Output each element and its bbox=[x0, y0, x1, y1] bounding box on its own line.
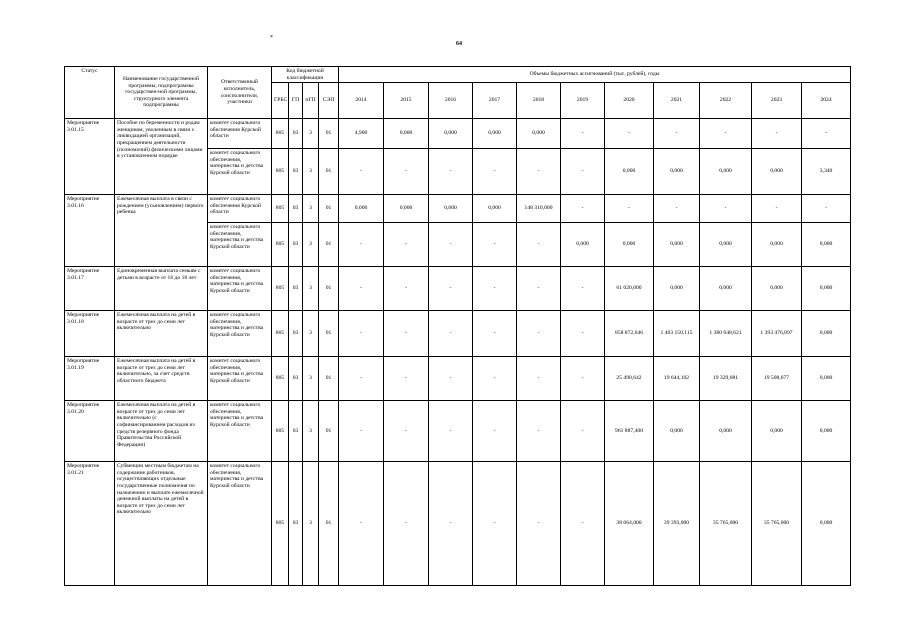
value-cell: - bbox=[561, 267, 605, 311]
year-header-6: 2020 bbox=[605, 83, 654, 119]
volumes-header: Объемы бюджетных ассигнований (тыс. рублей), годы bbox=[339, 67, 851, 83]
name-header: Наименование государственной программы, подпрограммы государствен-ной программы, структурного элемента подпрограммы bbox=[115, 67, 208, 119]
code-cell: 01 bbox=[319, 357, 339, 401]
responsible-cell: комитет социального обеспечения, материнства и детства Курской области bbox=[208, 462, 272, 586]
code-cell: 805 bbox=[272, 267, 289, 311]
value-cell: 61 020,000 bbox=[605, 267, 654, 311]
code-cell: 3 bbox=[303, 267, 319, 311]
value-cell: - bbox=[561, 357, 605, 401]
status-cell: Мероприятие 3.01.15 bbox=[65, 119, 115, 195]
responsible-cell: комитет социального обеспечения, материнства и детства Курской области bbox=[208, 401, 272, 462]
value-cell: 0,000 bbox=[802, 267, 851, 311]
value-cell: - bbox=[429, 357, 473, 401]
code-cell: 03 bbox=[289, 119, 303, 149]
value-cell: - bbox=[339, 267, 384, 311]
value-cell: 0,000 bbox=[802, 223, 851, 267]
year-header-8: 2022 bbox=[700, 83, 752, 119]
value-cell: - bbox=[605, 119, 654, 149]
code-cell: 805 bbox=[272, 195, 289, 223]
code-cell: 01 bbox=[319, 462, 339, 586]
value-cell: - bbox=[654, 119, 700, 149]
value-cell: 4,900 bbox=[339, 119, 384, 149]
value-cell: 961 887,400 bbox=[605, 401, 654, 462]
name-cell: Ежемесячная выплата на детей в возрасте от трех до семи лет включительно, за счет средств областного бюджета bbox=[115, 357, 208, 401]
dot-mark: * bbox=[270, 35, 273, 41]
name-cell: Ежемесячная выплата в связи с рождением (усыновлением) первого ребенка bbox=[115, 195, 208, 267]
value-cell: - bbox=[700, 195, 752, 223]
status-cell: Мероприятие 3.01.17 bbox=[65, 267, 115, 311]
responsible-cell: комитет социального обеспечения, материнства и детства Курской области bbox=[208, 223, 272, 267]
value-cell: 0,000 bbox=[802, 401, 851, 462]
value-cell: - bbox=[517, 462, 561, 586]
name-cell: Единовременная выплата семьям с детьми в возрасте от 16 до 18 лет bbox=[115, 267, 208, 311]
value-cell: 19 329,081 bbox=[700, 357, 752, 401]
value-cell: - bbox=[561, 311, 605, 357]
code-cell: 3 bbox=[303, 462, 319, 586]
code-header-1: ГП bbox=[289, 83, 303, 119]
year-header-1: 2015 bbox=[384, 83, 429, 119]
value-cell: 0,000 bbox=[752, 223, 802, 267]
table-row bbox=[65, 401, 851, 462]
code-cell: 3 bbox=[303, 195, 319, 223]
code-cell: 805 bbox=[272, 119, 289, 149]
table-row bbox=[65, 462, 851, 586]
value-cell: 0,000 bbox=[752, 401, 802, 462]
value-cell: 1 380 648,621 bbox=[700, 311, 752, 357]
responsible-cell: комитет социального обеспечения, материнства и детства Курской области bbox=[208, 357, 272, 401]
status-cell: Мероприятие 3.01.18 bbox=[65, 311, 115, 357]
value-cell: 0,000 bbox=[700, 149, 752, 195]
year-header-5: 2019 bbox=[561, 83, 605, 119]
code-cell: 03 bbox=[289, 462, 303, 586]
value-cell: 0,000 bbox=[752, 267, 802, 311]
value-cell: - bbox=[561, 195, 605, 223]
code-cell: 805 bbox=[272, 149, 289, 195]
value-cell: 25 490,642 bbox=[605, 357, 654, 401]
value-cell: 0,000 bbox=[429, 195, 473, 223]
value-cell: - bbox=[384, 462, 429, 586]
value-cell: 0,000 bbox=[700, 267, 752, 311]
value-cell: 3,340 bbox=[802, 149, 851, 195]
value-cell: - bbox=[561, 462, 605, 586]
value-cell: 0,000 bbox=[802, 462, 851, 586]
code-cell: 03 bbox=[289, 357, 303, 401]
value-cell: - bbox=[473, 267, 517, 311]
value-cell: 0,000 bbox=[700, 223, 752, 267]
value-cell: - bbox=[384, 311, 429, 357]
value-cell: 0,000 bbox=[700, 401, 752, 462]
name-cell: Ежемесячная выплата на детей в возрасте от трех до семи лет включительно bbox=[115, 311, 208, 357]
code-cell: 03 bbox=[289, 401, 303, 462]
responsible-cell: комитет социального обеспечения, материнства и детства Курской области bbox=[208, 267, 272, 311]
code-cell: 3 bbox=[303, 223, 319, 267]
value-cell: - bbox=[802, 119, 851, 149]
code-cell: 01 bbox=[319, 401, 339, 462]
status-header: Статус bbox=[65, 67, 115, 119]
code-cell: 03 bbox=[289, 223, 303, 267]
value-cell: - bbox=[473, 462, 517, 586]
code-cell: 01 bbox=[319, 223, 339, 267]
name-cell: Ежемесячная выплата на детей в возрасте от трех до семи лет включительно (с софинансированием расходов из средств резервного фонда Правительства Российской Федерации) bbox=[115, 401, 208, 462]
year-header-7: 2021 bbox=[654, 83, 700, 119]
status-cell: Мероприятие 3.01.21 bbox=[65, 462, 115, 586]
code-cell: 03 bbox=[289, 267, 303, 311]
code-cell: 3 bbox=[303, 311, 319, 357]
value-cell: - bbox=[517, 357, 561, 401]
table-row bbox=[65, 119, 851, 149]
value-cell: - bbox=[561, 401, 605, 462]
value-cell: 1 403 150,115 bbox=[654, 311, 700, 357]
value-cell: 0,000 bbox=[384, 119, 429, 149]
code-header-3: СЭП bbox=[319, 83, 339, 119]
value-cell: 19 644,102 bbox=[654, 357, 700, 401]
value-cell: - bbox=[384, 223, 429, 267]
value-cell: - bbox=[517, 267, 561, 311]
code-cell: 3 bbox=[303, 119, 319, 149]
year-header-4: 2018 bbox=[517, 83, 561, 119]
name-cell: Субвенции местным бюджетам на содержание работников, осуществляющих отдельные государственные полномочия по назначению и выплате ежемесячной денежной выплаты на детей в возрасте от трех до семи лет включительно bbox=[115, 462, 208, 586]
status-cell: Мероприятие 3.01.19 bbox=[65, 357, 115, 401]
responsible-cell: комитет социального обеспечения Курской области bbox=[208, 119, 272, 149]
value-cell: - bbox=[473, 223, 517, 267]
value-cell: - bbox=[654, 195, 700, 223]
value-cell: - bbox=[561, 119, 605, 149]
value-cell: 0,000 bbox=[802, 357, 851, 401]
responsible-cell: комитет социального обеспечения, материнства и детства Курской области bbox=[208, 149, 272, 195]
code-cell: 3 bbox=[303, 149, 319, 195]
code-cell: 805 bbox=[272, 401, 289, 462]
year-header-3: 2017 bbox=[473, 83, 517, 119]
table-row bbox=[65, 357, 851, 401]
value-cell: - bbox=[700, 119, 752, 149]
code-cell: 805 bbox=[272, 223, 289, 267]
value-cell: - bbox=[473, 357, 517, 401]
code-cell: 01 bbox=[319, 119, 339, 149]
value-cell: - bbox=[384, 267, 429, 311]
value-cell: - bbox=[517, 401, 561, 462]
code-cell: 01 bbox=[319, 267, 339, 311]
value-cell: 0,000 bbox=[654, 149, 700, 195]
value-cell: 1 393 476,897 bbox=[752, 311, 802, 357]
table-row bbox=[65, 267, 851, 311]
value-cell: - bbox=[802, 195, 851, 223]
value-cell: - bbox=[429, 267, 473, 311]
value-cell: 0,000 bbox=[654, 401, 700, 462]
value-cell: - bbox=[429, 311, 473, 357]
value-cell: - bbox=[384, 149, 429, 195]
value-cell: 0,000 bbox=[605, 223, 654, 267]
code-cell: 01 bbox=[319, 195, 339, 223]
value-cell: 39 393,000 bbox=[654, 462, 700, 586]
budget-table bbox=[64, 66, 851, 586]
code-cell: 805 bbox=[272, 357, 289, 401]
value-cell: - bbox=[473, 149, 517, 195]
code-cell: 805 bbox=[272, 462, 289, 586]
responsible-cell: комитет социального обеспечения, материнства и детства Курской области bbox=[208, 311, 272, 357]
value-cell: - bbox=[561, 149, 605, 195]
value-cell: 0,000 bbox=[654, 267, 700, 311]
value-cell: - bbox=[473, 311, 517, 357]
value-cell: 0,000 bbox=[802, 311, 851, 357]
value-cell: - bbox=[384, 401, 429, 462]
value-cell: - bbox=[429, 462, 473, 586]
value-cell: - bbox=[517, 149, 561, 195]
year-header-0: 2014 bbox=[339, 83, 384, 119]
value-cell: 0,000 bbox=[605, 149, 654, 195]
value-cell: 35 765,000 bbox=[700, 462, 752, 586]
value-cell: - bbox=[752, 119, 802, 149]
value-cell: - bbox=[339, 462, 384, 586]
page-number: 64 bbox=[456, 41, 462, 47]
code-cell: 03 bbox=[289, 149, 303, 195]
value-cell: 19 508,677 bbox=[752, 357, 802, 401]
year-header-10: 2024 bbox=[802, 83, 851, 119]
status-cell: Мероприятие 3.01.20 bbox=[65, 401, 115, 462]
value-cell: 0,000 bbox=[654, 223, 700, 267]
value-cell: 148 310,000 bbox=[517, 195, 561, 223]
value-cell: 0,000 bbox=[561, 223, 605, 267]
responsible-header: Ответственный исполнитель, соисполнители, участники bbox=[208, 67, 272, 119]
value-cell: - bbox=[752, 195, 802, 223]
value-cell: - bbox=[605, 195, 654, 223]
value-cell: - bbox=[339, 223, 384, 267]
year-header-9: 2023 bbox=[752, 83, 802, 119]
table-row bbox=[65, 195, 851, 223]
value-cell: - bbox=[384, 357, 429, 401]
value-cell: - bbox=[473, 401, 517, 462]
status-cell: Мероприятие 3.01.16 bbox=[65, 195, 115, 267]
code-cell: 805 bbox=[272, 311, 289, 357]
code-cell: 01 bbox=[319, 311, 339, 357]
code-cell: 03 bbox=[289, 195, 303, 223]
value-cell: - bbox=[517, 223, 561, 267]
value-cell: 0,000 bbox=[473, 119, 517, 149]
value-cell: 0,000 bbox=[384, 195, 429, 223]
value-cell: - bbox=[429, 223, 473, 267]
value-cell: - bbox=[429, 149, 473, 195]
responsible-cell: комитет социального обеспечения Курской области bbox=[208, 195, 272, 223]
code-cell: 03 bbox=[289, 311, 303, 357]
year-header-2: 2016 bbox=[429, 83, 473, 119]
value-cell: 0,000 bbox=[429, 119, 473, 149]
value-cell: 35 765,000 bbox=[752, 462, 802, 586]
value-cell: - bbox=[339, 357, 384, 401]
table-body bbox=[65, 119, 851, 586]
code-cell: 3 bbox=[303, 401, 319, 462]
value-cell: 38 064,000 bbox=[605, 462, 654, 586]
value-cell: - bbox=[339, 149, 384, 195]
code-header-0: ГРБС bbox=[272, 83, 289, 119]
value-cell: - bbox=[339, 311, 384, 357]
value-cell: 0,000 bbox=[339, 195, 384, 223]
code-cell: 3 bbox=[303, 357, 319, 401]
value-cell: 0,000 bbox=[752, 149, 802, 195]
header-row-1 bbox=[65, 67, 851, 83]
value-cell: 0,000 bbox=[517, 119, 561, 149]
value-cell: 0,000 bbox=[473, 195, 517, 223]
code-cell: 01 bbox=[319, 149, 339, 195]
code-header-2: пГП bbox=[303, 83, 319, 119]
name-cell: Пособие по беременности и родам женщинам, уволенным в связи с ликвидацией организаций, прекращением деятельности (полномочий) физическими лицами в установленном порядке bbox=[115, 119, 208, 195]
value-cell: - bbox=[339, 401, 384, 462]
value-cell: 858 872,646 bbox=[605, 311, 654, 357]
table-row bbox=[65, 311, 851, 357]
value-cell: - bbox=[517, 311, 561, 357]
value-cell: - bbox=[429, 401, 473, 462]
code-group-header: Код бюджетной классификации bbox=[272, 67, 339, 83]
